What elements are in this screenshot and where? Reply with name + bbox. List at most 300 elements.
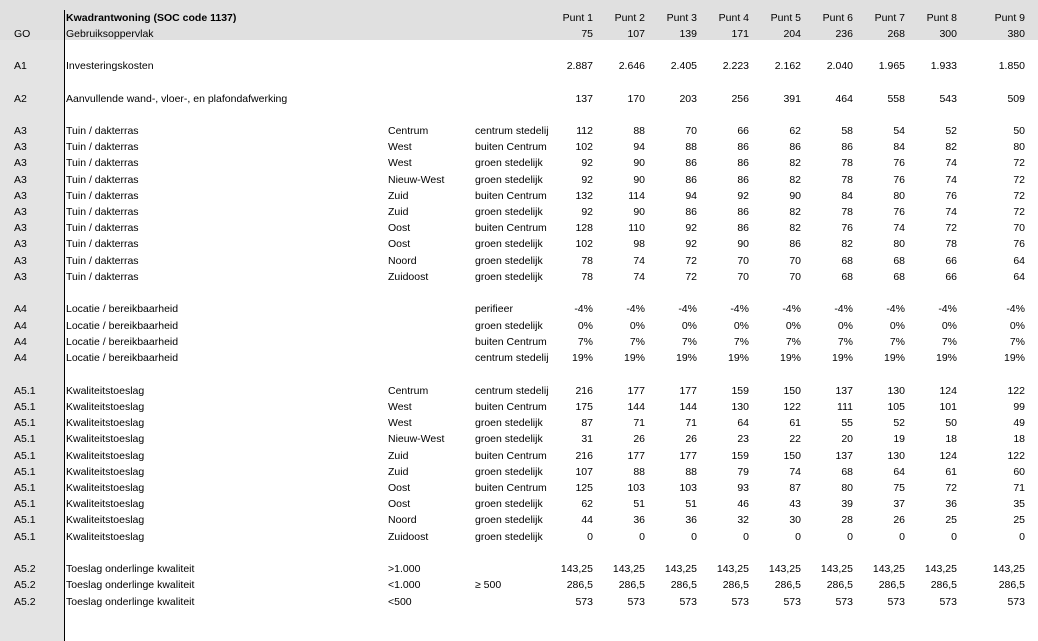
row-label-cell[interactable]: Kwaliteitstoeslag (66, 450, 145, 462)
value-cell-punt-3[interactable]: 92 (685, 222, 697, 234)
value-cell-punt-9[interactable]: 19% (1003, 352, 1025, 364)
row-category-cell[interactable]: groen stedelijk (475, 466, 543, 478)
value-cell-punt-8[interactable]: 74 (945, 157, 957, 169)
row-label-cell[interactable]: Aanvullende wand-, vloer-, en plafondafwerking (66, 93, 288, 105)
value-cell-punt-5[interactable]: 87 (789, 482, 801, 494)
value-cell-punt-2[interactable]: 19% (623, 352, 645, 364)
value-cell-punt-2[interactable]: -4% (626, 303, 645, 315)
value-cell-punt-6[interactable]: 464 (835, 93, 853, 105)
row-code-cell[interactable]: A5.1 (14, 433, 36, 445)
value-cell-punt-6[interactable]: 86 (841, 141, 853, 153)
value-cell-punt-5[interactable]: 150 (783, 385, 801, 397)
row-region-cell[interactable]: Zuid (388, 190, 409, 202)
row-region-cell[interactable]: Zuidoost (388, 271, 429, 283)
value-cell-punt-1[interactable]: 125 (575, 482, 593, 494)
value-cell-punt-3[interactable]: 86 (685, 206, 697, 218)
value-cell-punt-4[interactable]: -4% (730, 303, 749, 315)
value-cell-punt-3[interactable]: 0 (691, 531, 697, 543)
value-cell-punt-4[interactable]: 70 (737, 271, 749, 283)
value-cell-punt-4[interactable]: 86 (737, 141, 749, 153)
point-header-3[interactable]: Punt 3 (666, 12, 697, 24)
row-code-cell[interactable]: A2 (14, 93, 27, 105)
row-category-cell[interactable]: groen stedelijk (475, 433, 543, 445)
value-cell-punt-5[interactable]: 150 (783, 450, 801, 462)
value-cell-punt-5[interactable]: 90 (789, 190, 801, 202)
value-cell-punt-3[interactable]: -4% (678, 303, 697, 315)
value-cell-punt-2[interactable]: 74 (633, 255, 645, 267)
row-region-cell[interactable]: Oost (388, 238, 411, 250)
area-value-1[interactable]: 75 (581, 28, 593, 40)
value-cell-punt-4[interactable]: 90 (737, 238, 749, 250)
row-category-cell[interactable]: centrum stedelij (475, 125, 549, 137)
value-cell-punt-6[interactable]: -4% (834, 303, 853, 315)
row-region-cell[interactable]: Zuid (388, 206, 409, 218)
value-cell-punt-6[interactable]: 19% (831, 352, 853, 364)
value-cell-punt-8[interactable]: 101 (939, 401, 957, 413)
value-cell-punt-9[interactable]: 7% (1009, 336, 1025, 348)
value-cell-punt-1[interactable]: 0 (587, 531, 593, 543)
area-value-8[interactable]: 300 (939, 28, 957, 40)
value-cell-punt-6[interactable]: 143,25 (820, 563, 853, 575)
value-cell-punt-2[interactable]: 90 (633, 206, 645, 218)
row-category-cell[interactable]: groen stedelijk (475, 514, 543, 526)
row-category-cell[interactable]: groen stedelijk (475, 238, 543, 250)
value-cell-punt-2[interactable]: 88 (633, 125, 645, 137)
value-cell-punt-6[interactable]: 28 (841, 514, 853, 526)
value-cell-punt-3[interactable]: 88 (685, 466, 697, 478)
row-label-cell[interactable]: Kwaliteitstoeslag (66, 514, 145, 526)
value-cell-punt-9[interactable]: 0% (1009, 320, 1025, 332)
value-cell-punt-8[interactable]: 74 (945, 206, 957, 218)
value-cell-punt-6[interactable]: 78 (841, 206, 853, 218)
value-cell-punt-7[interactable]: 52 (893, 417, 905, 429)
value-cell-punt-8[interactable]: 66 (945, 255, 957, 267)
row-category-cell[interactable]: buiten Centrum (475, 222, 547, 234)
row-code-cell[interactable]: A1 (14, 60, 27, 72)
row-label-cell[interactable]: Kwaliteitstoeslag (66, 385, 145, 397)
value-cell-punt-8[interactable]: 124 (939, 450, 957, 462)
value-cell-punt-9[interactable]: 64 (1013, 255, 1025, 267)
value-cell-punt-8[interactable]: 573 (939, 596, 957, 608)
row-code-cell[interactable]: A3 (14, 125, 27, 137)
value-cell-punt-1[interactable]: 7% (577, 336, 593, 348)
value-cell-punt-5[interactable]: 62 (789, 125, 801, 137)
value-cell-punt-2[interactable]: 0% (629, 320, 645, 332)
area-value-6[interactable]: 236 (835, 28, 853, 40)
row-code-cell[interactable]: A4 (14, 352, 27, 364)
row-code-cell[interactable]: A5.1 (14, 531, 36, 543)
row-label-cell[interactable]: Locatie / bereikbaarheid (66, 303, 179, 315)
value-cell-punt-7[interactable]: 0 (899, 531, 905, 543)
row-category-cell[interactable]: centrum stedelij (475, 352, 549, 364)
value-cell-punt-1[interactable]: 102 (575, 141, 593, 153)
row-region-cell[interactable]: West (388, 141, 412, 153)
value-cell-punt-1[interactable]: 78 (581, 255, 593, 267)
value-cell-punt-7[interactable]: 75 (893, 482, 905, 494)
row-label-cell[interactable]: Kwaliteitstoeslag (66, 417, 145, 429)
row-category-cell[interactable]: groen stedelijk (475, 320, 543, 332)
row-label-cell[interactable]: Kwaliteitstoeslag (66, 401, 145, 413)
row-code-cell[interactable]: A3 (14, 222, 27, 234)
row-code-cell[interactable]: A4 (14, 303, 27, 315)
value-cell-punt-3[interactable]: 103 (679, 482, 697, 494)
value-cell-punt-3[interactable]: 36 (685, 514, 697, 526)
value-cell-punt-8[interactable]: 72 (945, 482, 957, 494)
value-cell-punt-6[interactable]: 111 (837, 401, 853, 413)
value-cell-punt-4[interactable]: 159 (731, 385, 749, 397)
point-header-6[interactable]: Punt 6 (822, 12, 853, 24)
value-cell-punt-3[interactable]: 143,25 (664, 563, 697, 575)
value-cell-punt-4[interactable]: 66 (737, 125, 749, 137)
value-cell-punt-1[interactable]: 92 (581, 206, 593, 218)
row-region-cell[interactable]: Centrum (388, 125, 429, 137)
row-category-cell[interactable]: buiten Centrum (475, 401, 547, 413)
value-cell-punt-1[interactable]: 137 (575, 93, 593, 105)
row-category-cell[interactable]: groen stedelijk (475, 417, 543, 429)
value-cell-punt-7[interactable]: 84 (893, 141, 905, 153)
row-category-cell[interactable]: buiten Centrum (475, 482, 547, 494)
value-cell-punt-5[interactable]: 0% (785, 320, 801, 332)
value-cell-punt-2[interactable]: 7% (629, 336, 645, 348)
value-cell-punt-2[interactable]: 114 (628, 190, 645, 202)
value-cell-punt-3[interactable]: 203 (679, 93, 697, 105)
area-value-2[interactable]: 107 (627, 28, 645, 40)
row-code-cell[interactable]: A5.2 (14, 563, 36, 575)
value-cell-punt-1[interactable]: 175 (575, 401, 593, 413)
row-label-cell[interactable]: Tuin / dakterras (66, 141, 139, 153)
value-cell-punt-7[interactable]: 80 (893, 190, 905, 202)
row-category-cell[interactable]: buiten Centrum (475, 336, 547, 348)
value-cell-punt-3[interactable]: 51 (685, 498, 697, 510)
value-cell-punt-1[interactable]: 102 (575, 238, 593, 250)
value-cell-punt-6[interactable]: 0 (847, 531, 853, 543)
value-cell-punt-2[interactable]: 94 (633, 141, 645, 153)
row-label-cell[interactable]: Locatie / bereikbaarheid (66, 320, 179, 332)
value-cell-punt-8[interactable]: 286,5 (930, 579, 957, 591)
value-cell-punt-5[interactable]: 61 (789, 417, 801, 429)
value-cell-punt-5[interactable]: 86 (789, 141, 801, 153)
value-cell-punt-6[interactable]: 68 (841, 466, 853, 478)
value-cell-punt-8[interactable]: 124 (939, 385, 957, 397)
value-cell-punt-6[interactable]: 68 (841, 255, 853, 267)
value-cell-punt-1[interactable]: 62 (581, 498, 593, 510)
row-category-cell[interactable]: centrum stedelij (475, 385, 549, 397)
point-header-9[interactable]: Punt 9 (994, 12, 1025, 24)
value-cell-punt-7[interactable]: 7% (889, 336, 905, 348)
value-cell-punt-4[interactable]: 93 (737, 482, 749, 494)
value-cell-punt-5[interactable]: 143,25 (768, 563, 801, 575)
subtitle-label[interactable]: Gebruiksoppervlak (66, 28, 154, 40)
value-cell-punt-2[interactable]: 71 (633, 417, 645, 429)
value-cell-punt-7[interactable]: 573 (887, 596, 905, 608)
value-cell-punt-5[interactable]: 82 (789, 174, 801, 186)
row-category-cell[interactable]: groen stedelijk (475, 531, 543, 543)
value-cell-punt-2[interactable]: 36 (633, 514, 645, 526)
value-cell-punt-8[interactable]: 66 (945, 271, 957, 283)
value-cell-punt-7[interactable]: 76 (893, 174, 905, 186)
row-category-cell[interactable]: groen stedelijk (475, 174, 543, 186)
row-code-cell[interactable]: A3 (14, 206, 27, 218)
row-region-cell[interactable]: Centrum (388, 385, 429, 397)
point-header-2[interactable]: Punt 2 (614, 12, 645, 24)
value-cell-punt-5[interactable]: 82 (789, 206, 801, 218)
go-label[interactable]: GO (14, 28, 31, 40)
value-cell-punt-7[interactable]: 68 (893, 255, 905, 267)
value-cell-punt-3[interactable]: 177 (679, 385, 697, 397)
value-cell-punt-8[interactable]: 18 (945, 433, 957, 445)
row-code-cell[interactable]: A3 (14, 174, 27, 186)
value-cell-punt-8[interactable]: 78 (945, 238, 957, 250)
value-cell-punt-7[interactable]: 76 (893, 206, 905, 218)
value-cell-punt-1[interactable]: 143,25 (560, 563, 593, 575)
value-cell-punt-9[interactable]: 122 (1007, 450, 1025, 462)
value-cell-punt-4[interactable]: 86 (737, 157, 749, 169)
value-cell-punt-4[interactable]: 7% (733, 336, 749, 348)
row-region-cell[interactable]: <1.000 (388, 579, 421, 591)
value-cell-punt-3[interactable]: 94 (685, 190, 697, 202)
value-cell-punt-2[interactable]: 0 (639, 531, 645, 543)
value-cell-punt-2[interactable]: 110 (628, 222, 645, 234)
value-cell-punt-4[interactable]: 32 (737, 514, 749, 526)
value-cell-punt-5[interactable]: 70 (789, 255, 801, 267)
value-cell-punt-1[interactable]: 132 (575, 190, 593, 202)
value-cell-punt-2[interactable]: 144 (627, 401, 645, 413)
row-region-cell[interactable]: >1.000 (388, 563, 421, 575)
row-label-cell[interactable]: Tuin / dakterras (66, 125, 139, 137)
value-cell-punt-9[interactable]: 72 (1013, 174, 1025, 186)
row-region-cell[interactable]: Nieuw-West (388, 433, 445, 445)
value-cell-punt-1[interactable]: 216 (575, 450, 593, 462)
sheet-title[interactable]: Kwadrantwoning (SOC code 1137) (66, 12, 237, 24)
value-cell-punt-5[interactable]: 573 (783, 596, 801, 608)
value-cell-punt-8[interactable]: 82 (945, 141, 957, 153)
row-code-cell[interactable]: A5.1 (14, 450, 36, 462)
value-cell-punt-7[interactable]: 80 (893, 238, 905, 250)
row-category-cell[interactable]: buiten Centrum (475, 450, 547, 462)
value-cell-punt-5[interactable]: 82 (789, 157, 801, 169)
value-cell-punt-9[interactable]: 35 (1013, 498, 1025, 510)
value-cell-punt-4[interactable]: 286,5 (722, 579, 749, 591)
row-region-cell[interactable]: West (388, 157, 412, 169)
value-cell-punt-2[interactable]: 98 (633, 238, 645, 250)
value-cell-punt-5[interactable]: -4% (782, 303, 801, 315)
value-cell-punt-8[interactable]: 61 (945, 466, 957, 478)
value-cell-punt-6[interactable]: 78 (841, 174, 853, 186)
value-cell-punt-7[interactable]: 19% (883, 352, 905, 364)
value-cell-punt-6[interactable]: 80 (841, 482, 853, 494)
value-cell-punt-8[interactable]: 0% (941, 320, 957, 332)
value-cell-punt-5[interactable]: 286,5 (774, 579, 801, 591)
row-label-cell[interactable]: Tuin / dakterras (66, 190, 139, 202)
value-cell-punt-9[interactable]: 25 (1013, 514, 1025, 526)
row-category-cell[interactable]: groen stedelijk (475, 271, 543, 283)
row-region-cell[interactable]: Oost (388, 498, 411, 510)
value-cell-punt-4[interactable]: 2.223 (722, 60, 749, 72)
value-cell-punt-4[interactable]: 143,25 (716, 563, 749, 575)
row-region-cell[interactable]: Zuidoost (388, 531, 429, 543)
value-cell-punt-4[interactable]: 46 (737, 498, 749, 510)
value-cell-punt-1[interactable]: 128 (575, 222, 593, 234)
value-cell-punt-9[interactable]: 80 (1013, 141, 1025, 153)
value-cell-punt-9[interactable]: 573 (1007, 596, 1025, 608)
value-cell-punt-6[interactable]: 76 (841, 222, 853, 234)
value-cell-punt-3[interactable]: 72 (685, 271, 697, 283)
row-code-cell[interactable]: A5.1 (14, 482, 36, 494)
value-cell-punt-8[interactable]: -4% (938, 303, 957, 315)
value-cell-punt-1[interactable]: 31 (581, 433, 593, 445)
row-label-cell[interactable]: Tuin / dakterras (66, 157, 139, 169)
row-category-cell[interactable]: groen stedelijk (475, 498, 543, 510)
value-cell-punt-5[interactable]: 82 (789, 222, 801, 234)
area-value-9[interactable]: 380 (1007, 28, 1025, 40)
value-cell-punt-8[interactable]: 0 (951, 531, 957, 543)
value-cell-punt-4[interactable]: 0% (733, 320, 749, 332)
value-cell-punt-6[interactable]: 137 (835, 385, 853, 397)
value-cell-punt-1[interactable]: 44 (581, 514, 593, 526)
value-cell-punt-2[interactable]: 26 (633, 433, 645, 445)
row-code-cell[interactable]: A3 (14, 238, 27, 250)
row-code-cell[interactable]: A5.1 (14, 466, 36, 478)
row-code-cell[interactable]: A3 (14, 141, 27, 153)
value-cell-punt-6[interactable]: 82 (841, 238, 853, 250)
value-cell-punt-3[interactable]: 7% (681, 336, 697, 348)
value-cell-punt-6[interactable]: 7% (837, 336, 853, 348)
value-cell-punt-1[interactable]: 2.887 (566, 60, 593, 72)
row-label-cell[interactable]: Kwaliteitstoeslag (66, 466, 145, 478)
value-cell-punt-2[interactable]: 170 (627, 93, 645, 105)
value-cell-punt-2[interactable]: 143,25 (612, 563, 645, 575)
value-cell-punt-9[interactable]: 509 (1007, 93, 1025, 105)
value-cell-punt-8[interactable]: 50 (945, 417, 957, 429)
value-cell-punt-8[interactable]: 25 (945, 514, 957, 526)
point-header-5[interactable]: Punt 5 (770, 12, 801, 24)
value-cell-punt-8[interactable]: 143,25 (924, 563, 957, 575)
value-cell-punt-5[interactable]: 22 (789, 433, 801, 445)
row-label-cell[interactable]: Tuin / dakterras (66, 174, 139, 186)
point-header-7[interactable]: Punt 7 (874, 12, 905, 24)
value-cell-punt-1[interactable]: 92 (581, 157, 593, 169)
value-cell-punt-9[interactable]: 76 (1013, 238, 1025, 250)
row-label-cell[interactable]: Tuin / dakterras (66, 271, 139, 283)
value-cell-punt-3[interactable]: 72 (685, 255, 697, 267)
value-cell-punt-7[interactable]: 26 (893, 514, 905, 526)
value-cell-punt-1[interactable]: -4% (574, 303, 593, 315)
value-cell-punt-6[interactable]: 0% (837, 320, 853, 332)
value-cell-punt-8[interactable]: 72 (945, 222, 957, 234)
value-cell-punt-7[interactable]: 74 (893, 222, 905, 234)
row-category-cell[interactable]: groen stedelijk (475, 206, 543, 218)
row-region-cell[interactable]: <500 (388, 596, 412, 608)
value-cell-punt-2[interactable]: 90 (633, 157, 645, 169)
value-cell-punt-5[interactable]: 30 (789, 514, 801, 526)
value-cell-punt-8[interactable]: 36 (945, 498, 957, 510)
row-category-cell[interactable]: buiten Centrum (475, 141, 547, 153)
value-cell-punt-9[interactable]: 70 (1013, 222, 1025, 234)
value-cell-punt-8[interactable]: 1.933 (930, 60, 957, 72)
row-code-cell[interactable]: A3 (14, 255, 27, 267)
value-cell-punt-4[interactable]: 64 (737, 417, 749, 429)
value-cell-punt-7[interactable]: 130 (887, 450, 905, 462)
value-cell-punt-7[interactable]: 0% (889, 320, 905, 332)
value-cell-punt-9[interactable]: 18 (1013, 433, 1025, 445)
point-header-8[interactable]: Punt 8 (926, 12, 957, 24)
row-label-cell[interactable]: Kwaliteitstoeslag (66, 482, 145, 494)
value-cell-punt-2[interactable]: 90 (633, 174, 645, 186)
value-cell-punt-5[interactable]: 19% (779, 352, 801, 364)
value-cell-punt-2[interactable]: 2.646 (618, 60, 645, 72)
value-cell-punt-3[interactable]: 2.405 (670, 60, 697, 72)
value-cell-punt-2[interactable]: 177 (627, 385, 645, 397)
value-cell-punt-6[interactable]: 78 (841, 157, 853, 169)
value-cell-punt-9[interactable]: 64 (1013, 271, 1025, 283)
value-cell-punt-3[interactable]: 177 (679, 450, 697, 462)
value-cell-punt-4[interactable]: 573 (731, 596, 749, 608)
value-cell-punt-3[interactable]: 71 (685, 417, 697, 429)
value-cell-punt-3[interactable]: 86 (685, 157, 697, 169)
value-cell-punt-8[interactable]: 19% (935, 352, 957, 364)
value-cell-punt-6[interactable]: 573 (835, 596, 853, 608)
row-code-cell[interactable]: A5.1 (14, 417, 36, 429)
value-cell-punt-4[interactable]: 256 (731, 93, 749, 105)
value-cell-punt-7[interactable]: 68 (893, 271, 905, 283)
value-cell-punt-7[interactable]: 54 (893, 125, 905, 137)
value-cell-punt-7[interactable]: 64 (893, 466, 905, 478)
value-cell-punt-3[interactable]: 26 (685, 433, 697, 445)
value-cell-punt-2[interactable]: 74 (633, 271, 645, 283)
value-cell-punt-7[interactable]: 19 (893, 433, 905, 445)
row-region-cell[interactable]: Noord (388, 255, 417, 267)
value-cell-punt-6[interactable]: 137 (835, 450, 853, 462)
point-header-1[interactable]: Punt 1 (562, 12, 593, 24)
row-code-cell[interactable]: A5.1 (14, 514, 36, 526)
value-cell-punt-7[interactable]: -4% (886, 303, 905, 315)
value-cell-punt-1[interactable]: 0% (577, 320, 593, 332)
value-cell-punt-7[interactable]: 105 (887, 401, 905, 413)
value-cell-punt-3[interactable]: 86 (685, 174, 697, 186)
value-cell-punt-1[interactable]: 216 (575, 385, 593, 397)
value-cell-punt-2[interactable]: 51 (633, 498, 645, 510)
value-cell-punt-3[interactable]: 0% (681, 320, 697, 332)
value-cell-punt-6[interactable]: 20 (841, 433, 853, 445)
row-label-cell[interactable]: Toeslag onderlinge kwaliteit (66, 596, 195, 608)
value-cell-punt-7[interactable]: 1.965 (878, 60, 905, 72)
area-value-4[interactable]: 171 (731, 28, 749, 40)
value-cell-punt-9[interactable]: 122 (1007, 385, 1025, 397)
value-cell-punt-4[interactable]: 86 (737, 206, 749, 218)
value-cell-punt-9[interactable]: 72 (1013, 157, 1025, 169)
value-cell-punt-9[interactable]: -4% (1006, 303, 1025, 315)
value-cell-punt-5[interactable]: 86 (789, 238, 801, 250)
value-cell-punt-3[interactable]: 92 (685, 238, 697, 250)
row-code-cell[interactable]: A5.1 (14, 401, 36, 413)
row-category-cell[interactable]: ≥ 500 (475, 579, 502, 591)
point-header-4[interactable]: Punt 4 (718, 12, 749, 24)
row-region-cell[interactable]: Zuid (388, 450, 409, 462)
value-cell-punt-5[interactable]: 7% (785, 336, 801, 348)
row-code-cell[interactable]: A3 (14, 190, 27, 202)
row-label-cell[interactable]: Tuin / dakterras (66, 238, 139, 250)
value-cell-punt-7[interactable]: 286,5 (878, 579, 905, 591)
row-label-cell[interactable]: Kwaliteitstoeslag (66, 498, 145, 510)
value-cell-punt-4[interactable]: 19% (727, 352, 749, 364)
value-cell-punt-1[interactable]: 87 (581, 417, 593, 429)
value-cell-punt-4[interactable]: 159 (731, 450, 749, 462)
value-cell-punt-4[interactable]: 70 (737, 255, 749, 267)
row-code-cell[interactable]: A4 (14, 320, 27, 332)
value-cell-punt-4[interactable]: 86 (737, 222, 749, 234)
value-cell-punt-3[interactable]: 144 (679, 401, 697, 413)
value-cell-punt-7[interactable]: 558 (887, 93, 905, 105)
